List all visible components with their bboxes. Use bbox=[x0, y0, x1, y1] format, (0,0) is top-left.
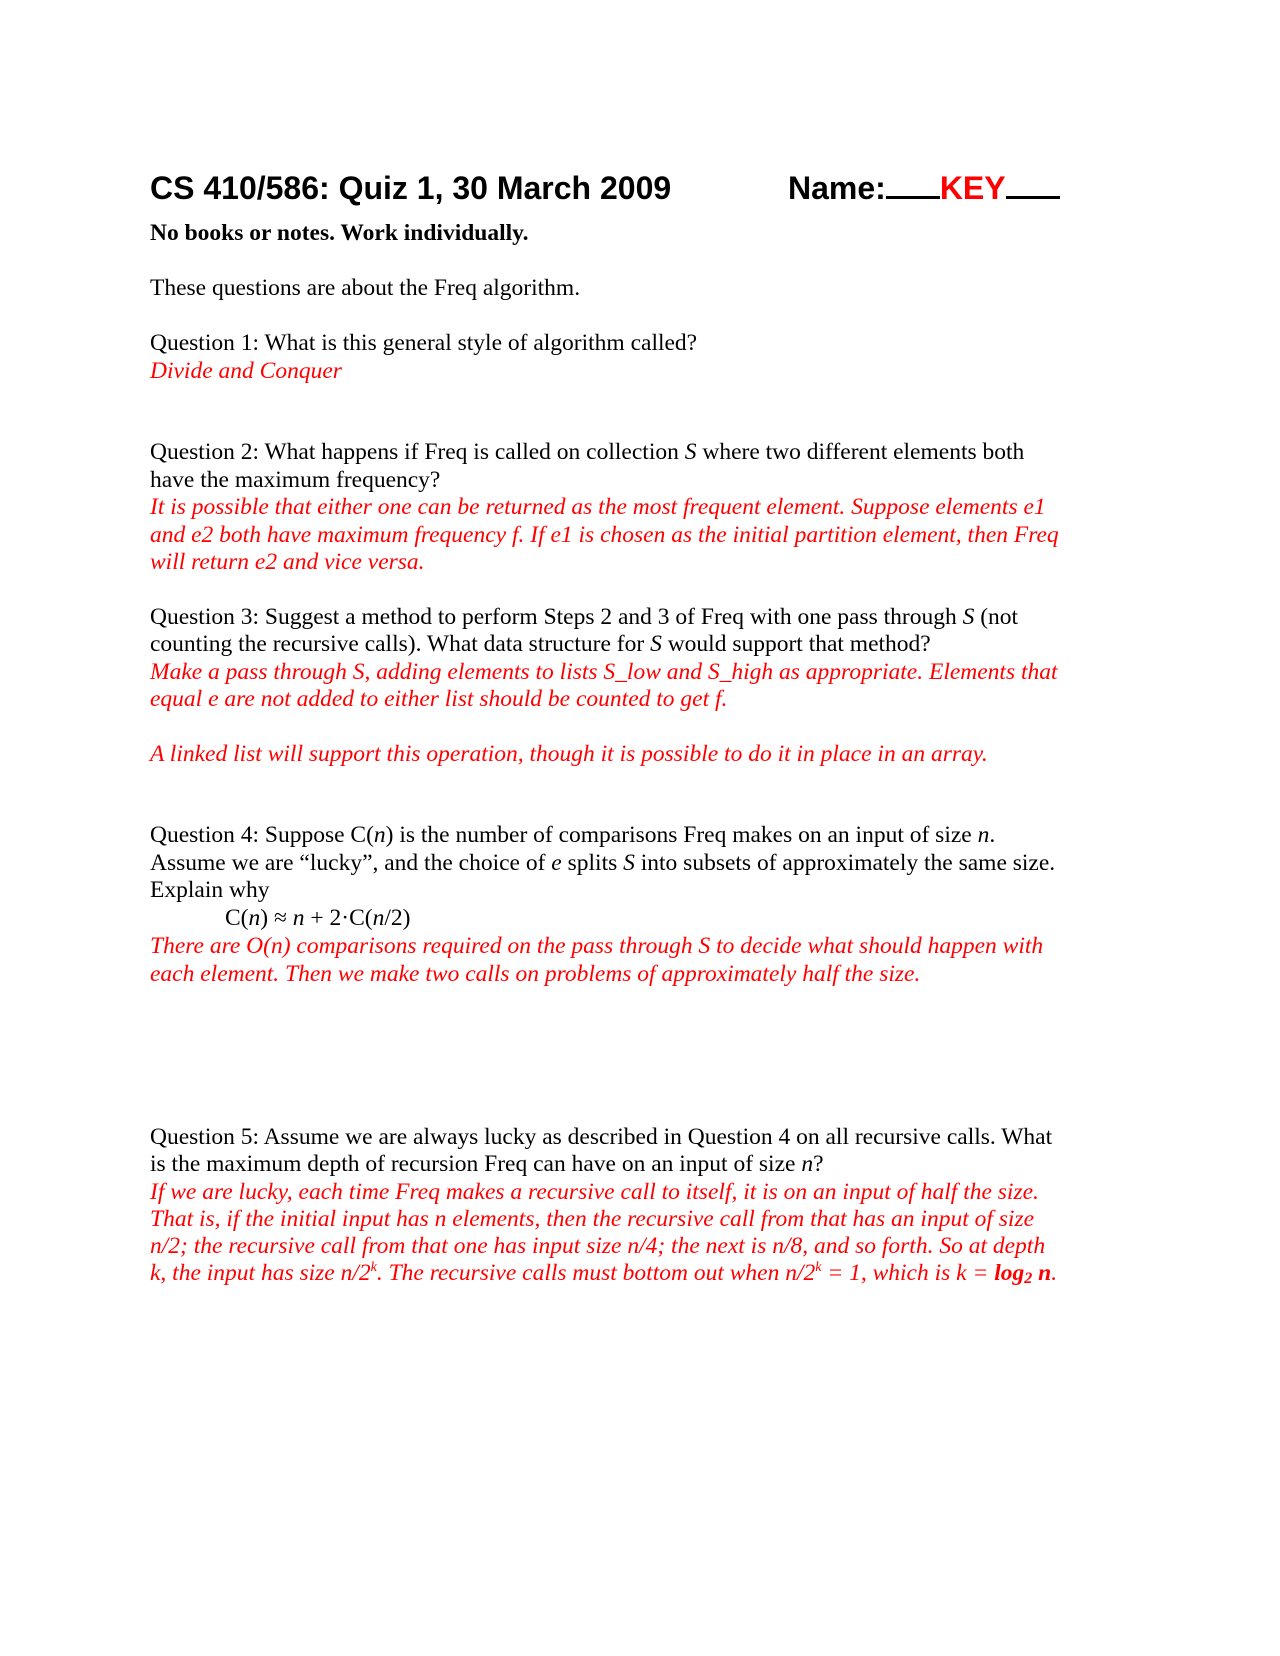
answer-2-line-1: It is possible that either one can be returned as the most frequent element. Suppose elements e1 bbox=[150, 494, 1046, 520]
answer-3-line-1: Make a pass through S, adding elements to lists S_low and S_high as appropriate. Elements that bbox=[150, 659, 1058, 685]
question-2-line-1: Question 2: What happens if Freq is called on collection S where two different elements both bbox=[150, 439, 1025, 465]
answer-5-line-3: n/2; the recursive call from that one has input size n/4; the next is n/8, and so forth. So at depth bbox=[150, 1233, 1046, 1259]
question-2-line-2: have the maximum frequency? bbox=[150, 467, 441, 493]
question-5-line-2: is the maximum depth of recursion Freq can have on an input of size n? bbox=[150, 1151, 824, 1177]
answer-1: Divide and Conquer bbox=[150, 358, 342, 384]
question-4-line-1: Question 4: Suppose C(n) is the number of comparisons Freq makes on an input of size n. bbox=[150, 822, 996, 848]
quiz-title: CS 410/586: Quiz 1, 30 March 2009 bbox=[150, 170, 672, 206]
question-3-line-1: Question 3: Suggest a method to perform Steps 2 and 3 of Freq with one pass through S (not bbox=[150, 604, 1019, 630]
answer-4-line-1: There are O(n) comparisons required on the pass through S to decide what should happen with bbox=[150, 933, 1044, 959]
name-value: KEY bbox=[939, 170, 1006, 206]
answer-2-line-2: and e2 both have maximum frequency f. If e1 is chosen as the initial partition element, then Freq bbox=[150, 522, 1059, 548]
question-1: Question 1: What is this general style of algorithm called? bbox=[150, 330, 698, 356]
answer-4-line-2: each element. Then we make two calls on problems of approximately half the size. bbox=[150, 961, 921, 987]
recurrence-formula: C(n) ≈ n + 2·C(n/2) bbox=[225, 905, 411, 931]
name-underline-right bbox=[1006, 170, 1060, 199]
instructions: No books or notes. Work individually. bbox=[150, 220, 529, 246]
answer-5-line-4: k, the input has size n/2$^k$. The recursive calls must bottom out when $n/2^k = 1$, which is $k = \log_2 n$. bbox=[150, 1260, 1058, 1287]
name-field bbox=[788, 170, 1060, 207]
question-3-line-2: counting the recursive calls). What data structure for S would support that method? bbox=[150, 631, 931, 657]
name-label: Name: bbox=[788, 170, 886, 206]
name-underline-left bbox=[886, 170, 940, 199]
question-4-line-2: Assume we are “lucky”, and the choice of e splits S into subsets of approximately the same size. bbox=[150, 850, 1056, 876]
answer-5-line-2: That is, if the initial input has n elements, then the recursive call from that has an input of size bbox=[150, 1206, 1035, 1232]
answer-3-line-2: equal e are not added to either list should be counted to get f. bbox=[150, 686, 728, 712]
answer-3-line-3: A linked list will support this operation, though it is possible to do it in place in an array. bbox=[150, 741, 988, 767]
answer-5-line-1: If we are lucky, each time Freq makes a recursive call to itself, it is on an input of half the size. bbox=[150, 1179, 1039, 1205]
answer-2-line-3: will return e2 and vice versa. bbox=[150, 549, 425, 575]
question-5-line-1: Question 5: Assume we are always lucky as described in Question 4 on all recursive calls. What bbox=[150, 1124, 1053, 1150]
question-4-line-3: Explain why bbox=[150, 877, 270, 903]
intro-text: These questions are about the Freq algorithm. bbox=[150, 275, 581, 301]
